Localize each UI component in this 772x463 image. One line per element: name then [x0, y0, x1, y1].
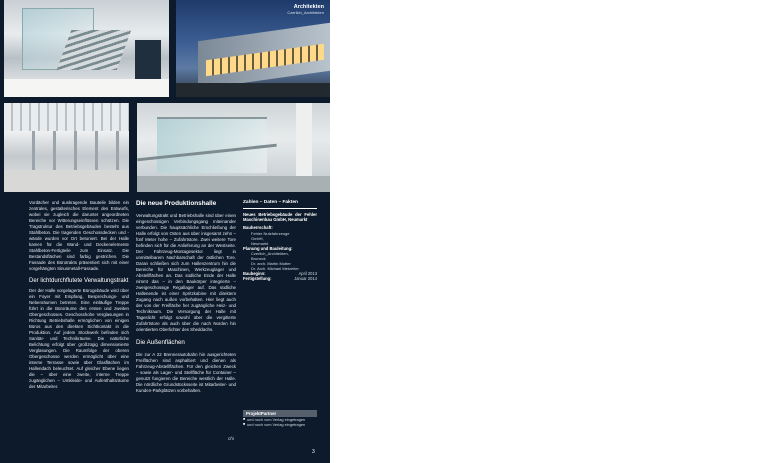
glass-railing-shape — [157, 117, 267, 173]
start-value: April 2013 — [298, 270, 317, 276]
start-label: Baubeginn: — [243, 270, 266, 276]
project-name: Neues Betriebsgebäude der Fehler Maschinenbau GmbH, Neumarkt — [243, 212, 317, 223]
completion-row — [243, 276, 317, 281]
floor-shape — [137, 176, 330, 192]
production-paragraph: Verwaltungstrakt und Betriebshalle sind über einen eingeschossigen Verbindungsgang miteinander verbunden. Die hauptsächliche Erschließung der Halle erfolgt von Osten aus über insgesamt zehn – fünf Meter hohe – Zufahrtstore. Zwei weitere Tore befinden sich für die Anlieferung an der Westseite. Der Fahrzeug-Montagesektor liegt in unmittelbarem Nachbarschaft der östlichen Tore. Daran schließen sich zum Hallenzentrum hin die Bereiche für Maschinen, Werkzeuglager und Abstellflächen an. Das südliche Ende der Halle nimmt das – in den Baukörper integrierte – zweigeschossige Regallager auf. Das südliche Hallenende ist einer Spritzkabine mit direktem Zugang nach außen vorbehalten. Hier liegt auch der von der Freifläche her zugängliche Heiz- und Technikraum. Die Versorgung der Halle mit Tageslicht erfolgt sowohl über die vergitterte Zufahrtstore als auch über die nach Norden hin orientierten Oberlichter des Sheddachs. — [136, 213, 236, 332]
completion-label: Fertigstellung: — [243, 275, 272, 281]
section-heading-office: Der lichtdurchflutete Verwaltungstrakt — [29, 278, 129, 284]
section-heading-outdoor: Die Außenflächen — [136, 339, 185, 346]
author-signature: chi — [228, 436, 234, 441]
floor-shape — [4, 79, 169, 97]
photo-caption — [287, 4, 324, 15]
text-column-1 — [29, 200, 129, 390]
partner-item: ■ und noch vom Verlag eingetragen — [243, 422, 317, 427]
office-paragraph: Der der Halle vorgelagerte Bürogebäude wird über ein Foyer mit Empfang, Besprechungs- und Nebenräumen betreten. Eine einläufige Treppe führt in die Büroräume des ersten und zweiten Obergeschosses. Geschosshohe Verglasungen in Richtung Betriebshalle ermöglichen von einigen Büros aus den direkten Sichtkontakt in die Produktion. Auf jedem Stockwerk befinden sich Sanitär- und Technikräume. Die natürliche Belichtung erfolgt über großzügig dimensionierte Verglasungen. Die Raumfolge der oberen Obergeschosse werden ermöglicht über eine interne Terrasse sowie über Glasflächen im Hallendach beleuchtet. Auf gleicher Ebene liegen die – über eine zweite, interne Treppe zugänglichen – Umkleide- und Aufenthaltsräume der Mitarbeiter. — [29, 288, 129, 389]
intro-paragraph: Vordächer und auskragende Bauteile bilden ein zentrales, gestalterisches Element des Entwurfs, wobei sie zugleich die darunter angeordneten Bereiche vor Witterungseinflüssen schützen. Die Tragstruktur des Betriebsgebäudes besteht aus Stahlbeton. Die tragenden Geschossdecken und -wände wurden vor Ort betoniert. Bei der Halle kamen für die Wand- und Deckenelemente Stahlbeton-Fertigteile zum Einsatz. Die Bestandsflächen sind farbig gestrichen. Die Fassade des Bürotrakts präsentiert sich mit einer vorgehängten Sinusmetall-Fassade. — [29, 200, 129, 271]
partner-item: ■ und noch vom Verlag eingetragen — [243, 417, 317, 422]
atrium-photo — [4, 0, 169, 97]
client-line: GmbH, — [251, 235, 264, 241]
roof-shape — [4, 103, 129, 131]
facts-box — [243, 200, 317, 281]
client-line: Fehler Nutzfahrzeuge — [251, 230, 290, 236]
interior-photo — [137, 103, 330, 192]
planning-line: Czerlich_Architekten, — [251, 250, 289, 256]
planning-line: Dr. arch. Martin Mutter — [251, 260, 291, 266]
staircase-shape — [57, 30, 132, 70]
columns-shape — [14, 131, 119, 171]
planning-line: Dr. Arch. Michael Metzelter — [251, 265, 299, 271]
project-partner-box — [243, 410, 317, 427]
completion-value: Januar 2014 — [294, 275, 317, 281]
planning-label: Planung und Bauleitung: — [243, 245, 293, 251]
ground-shape — [176, 83, 330, 97]
caption-title: Architekten — [293, 4, 324, 10]
text-column-2 — [136, 200, 236, 394]
planning-line: Bruneck — [251, 255, 266, 261]
client-line: Neumarkt — [251, 240, 269, 246]
partner-heading: ProjektPartner — [243, 410, 317, 417]
outdoor-paragraph: Die zur A 22 Brennerautobahn hin ausgerichteten Freiflächen sind asphaltiert und dienen als Fahrzeug-Abstellflächen. Für den gleichen Zweck – sowie als Lager- und Stellfläche für Container – genutzt fungieren die Bereiche westlich der Halle. Die nördliche Grundstücksseite ist Mitarbeiter- und Kunden-Parkplätzen vorbehalten. — [136, 352, 236, 393]
magazine-page — [0, 0, 330, 463]
production-hall-photo — [4, 103, 129, 192]
client-label: Bauherrschaft: — [243, 225, 273, 231]
section-heading-production: Die neue Produktionshalle — [136, 200, 217, 207]
caption-subtitle: Czerlich_Architekten — [287, 10, 324, 15]
facts-title: Zahlen – Daten – Fakten — [243, 200, 317, 209]
building-exterior-photo — [176, 0, 330, 97]
page-number: 3 — [312, 449, 315, 455]
floor-shape — [4, 170, 129, 192]
